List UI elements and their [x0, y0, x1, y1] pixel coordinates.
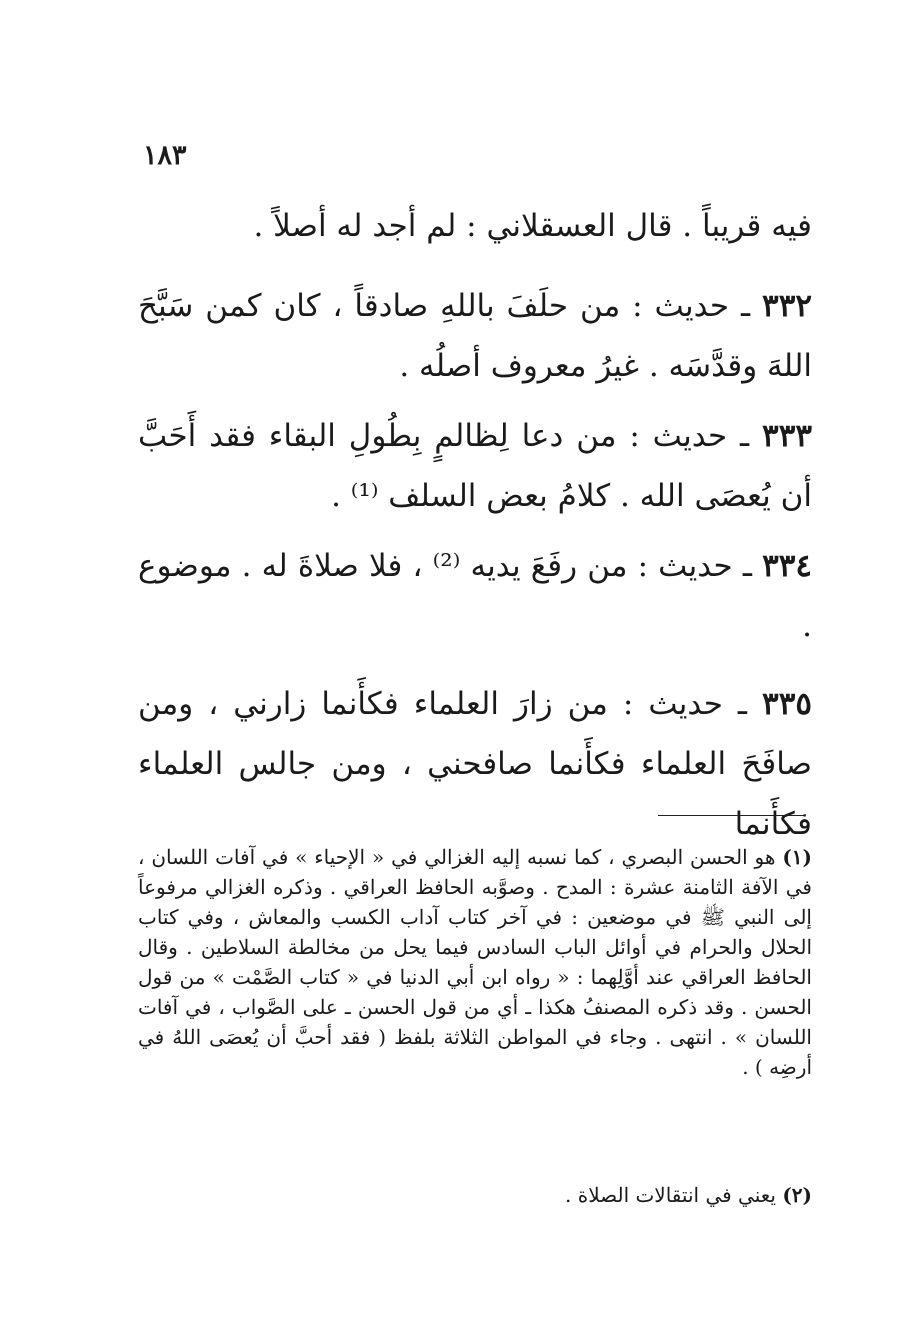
hadith-text: ـ حديث : من رفَعَ يديه ⁽²⁾ ، فلا صلاةَ له . موضوع .: [138, 548, 812, 644]
footnote-1: [138, 842, 812, 1082]
hadith-number: ٣٣٥: [762, 686, 812, 722]
footnote-number: (١): [782, 845, 812, 869]
footnote-2: [138, 1180, 812, 1210]
hadith-332: [138, 276, 812, 396]
hadith-text: ـ حديث : من دعا لِظالمٍ بِطُولِ البقاء فقد أَحَبَّ أن يُعصَى الله . كلامُ بعض السلف ⁽¹⁾ .: [138, 418, 812, 514]
page-number: ١٨٣: [143, 140, 187, 171]
hadith-333: [138, 406, 812, 526]
paragraph-continuation: [138, 196, 812, 256]
footnote-text: يعني في انتقالات الصلاة .: [565, 1183, 783, 1207]
hadith-number: ٣٣٣: [762, 418, 812, 454]
hadith-text: ـ حديث : من حلَفَ باللهِ صادقاً ، كان كمن سَبَّحَ اللهَ وقدَّسَه . غيرُ معروف أصلُه .: [138, 288, 812, 384]
hadith-335: [138, 674, 812, 854]
footnote-divider: [658, 815, 804, 816]
footnote-text: هو الحسن البصري ، كما نسبه إليه الغزالي في « الإحياء » في آفات اللسان ، في الآفة الثامنة عشرة : المدح . وصوَّبه الحافظ العراقي . وذكره الغزالي مرفوعاً إلى النبي ﷺ في موضعين : في آخر كتاب آداب الكسب والمعاش ، وفي كتاب الحلال والحرام في أوائل الباب السادس فيما يحل من مخالطة السلاطين . وقال الحافظ العراقي عند أوَّلِهما : « رواه ابن أبي الدنيا في « كتاب الصَّمْت » من قول الحسن . وقد ذكره المصنفُ هكذا ـ أي من قول الحسن ـ على الصَّواب ، في آفات اللسان » . انتهى . وجاء في المواطن الثلاثة بلفظ ( فقد أحبَّ أن يُعصَى اللهُ في أرضِه ) .: [138, 845, 812, 1079]
hadith-text: ـ حديث : من زارَ العلماء فكأَنما زارني ، ومن صافَحَ العلماء فكأَنما صافحني ، ومن جالس العلماء فكأَنما: [138, 686, 812, 842]
hadith-number: ٣٣٤: [762, 548, 813, 584]
footnote-number: (٢): [782, 1183, 812, 1207]
paragraph-text: فيه قريباً . قال العسقلاني : لم أجد له أصلاً .: [253, 208, 812, 244]
hadith-334: [138, 536, 812, 656]
hadith-number: ٣٣٢: [762, 288, 812, 324]
